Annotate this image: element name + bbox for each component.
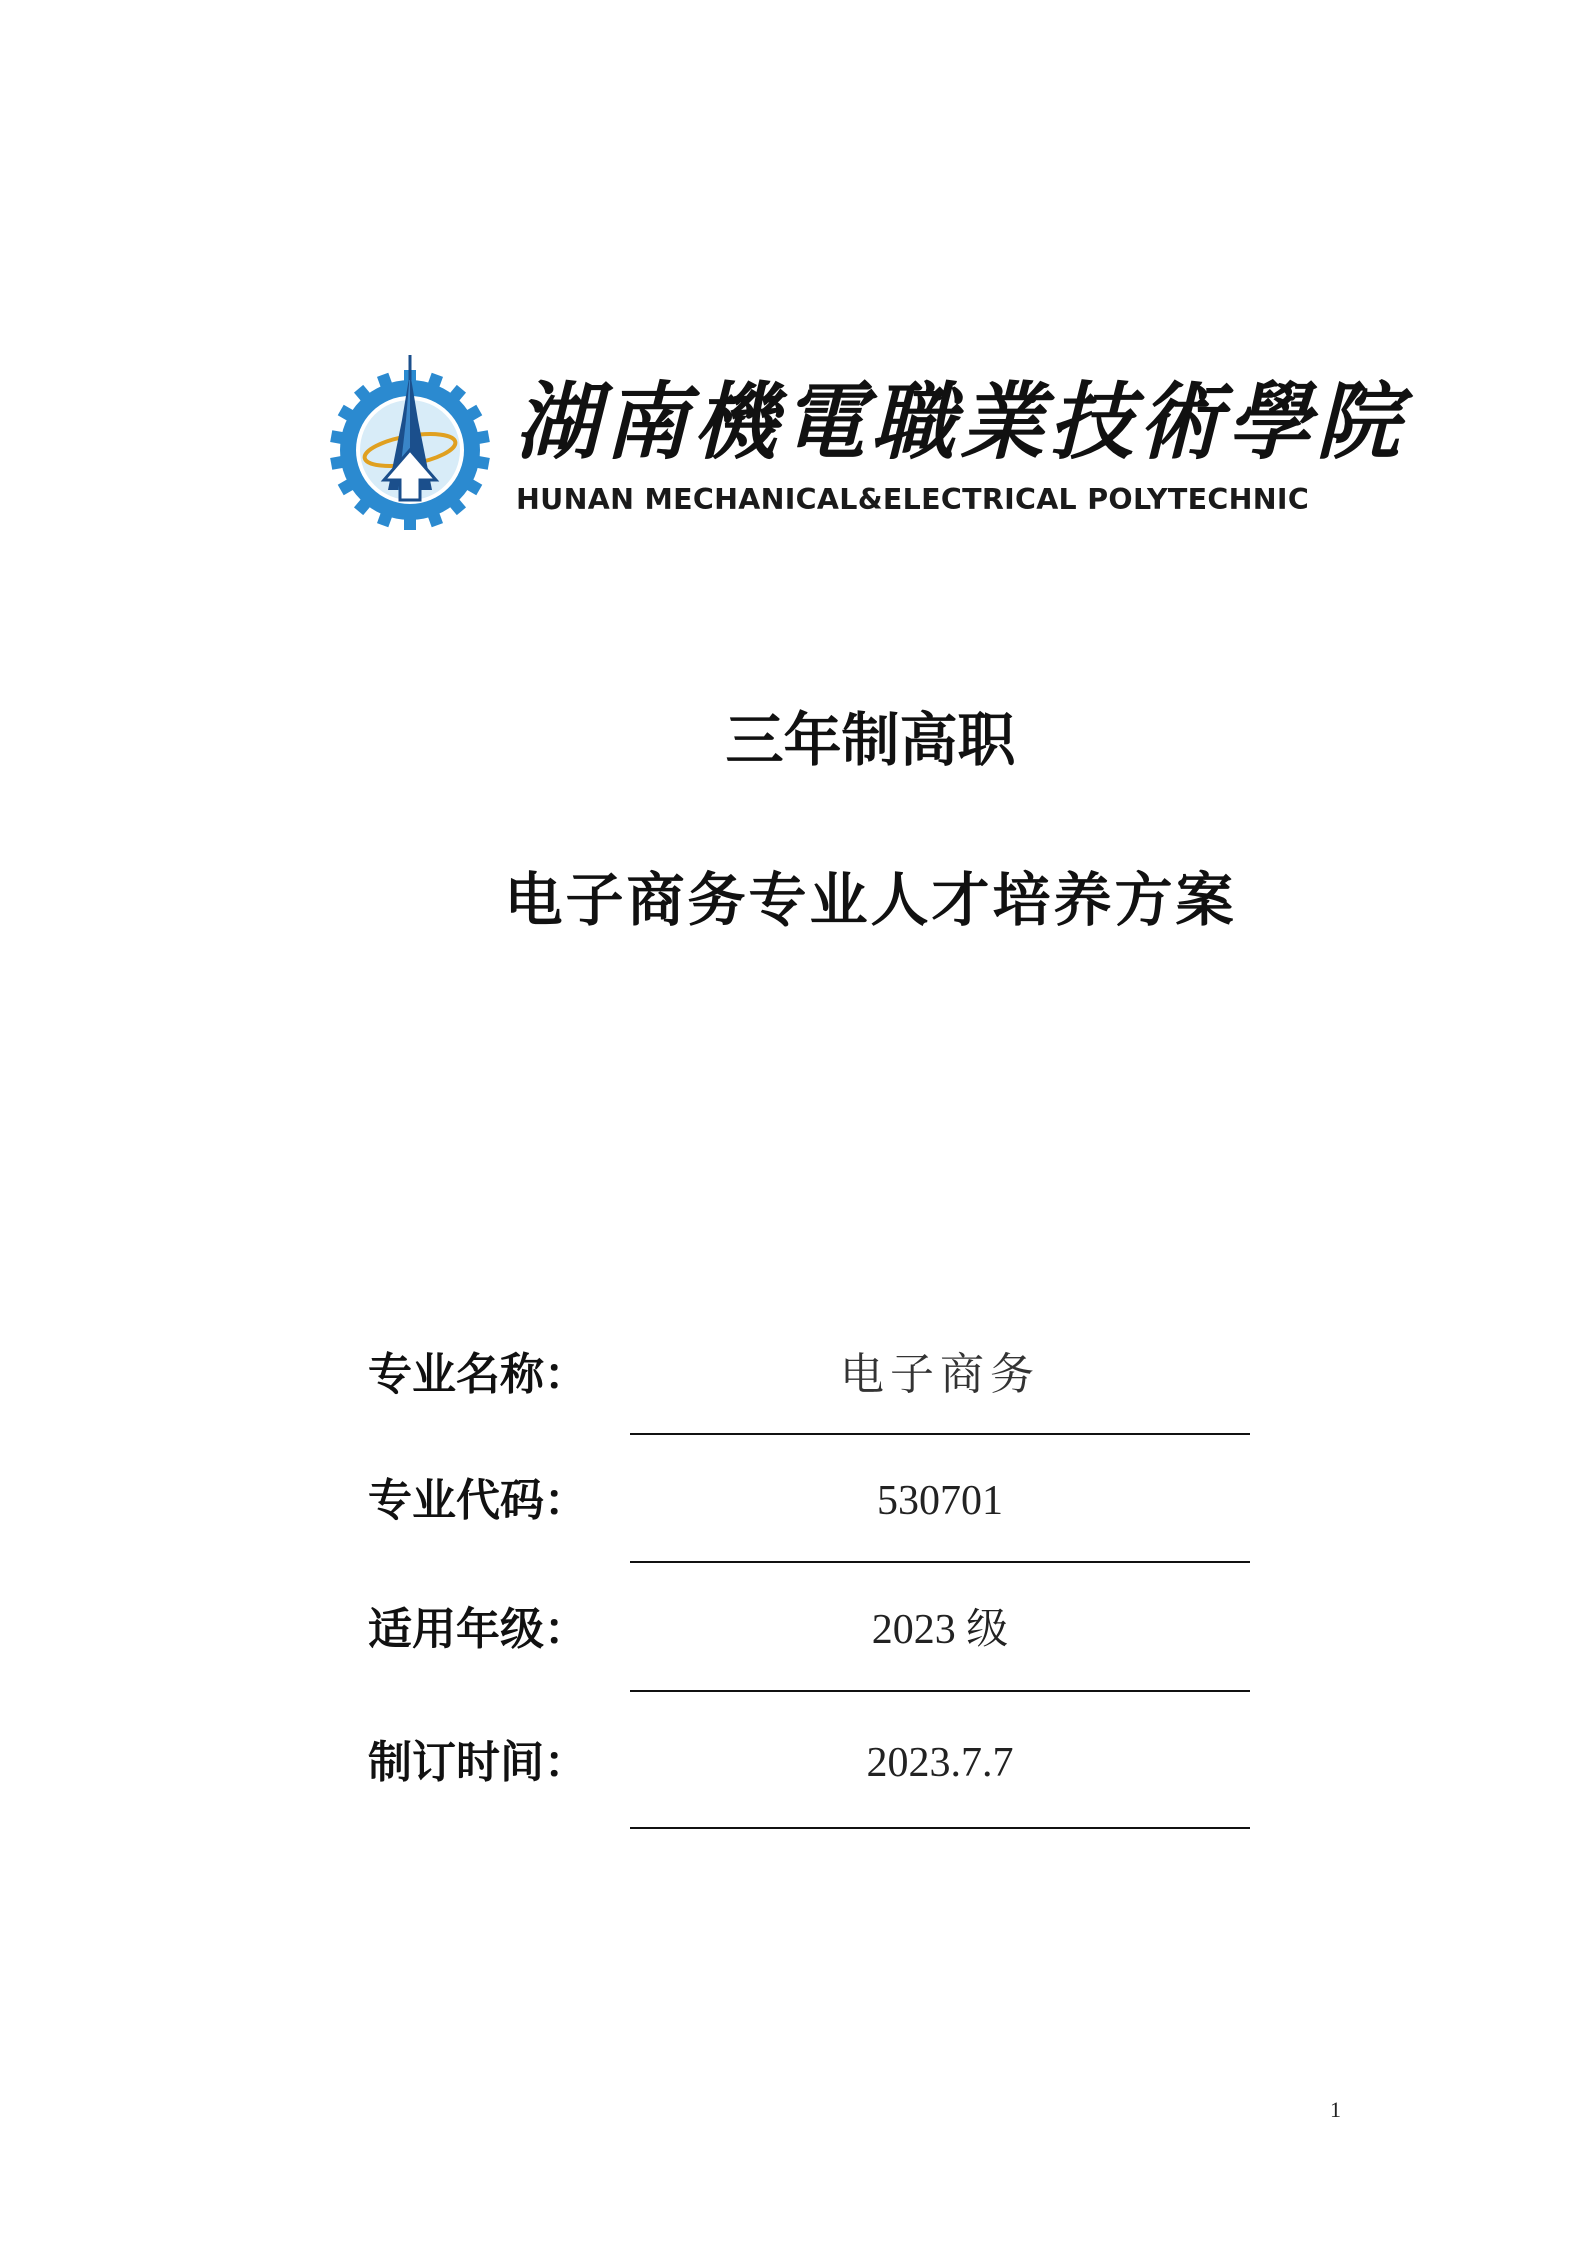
info-row-major-name: [368, 1340, 1248, 1430]
info-value: 530701: [877, 1478, 1003, 1524]
underline: [630, 1827, 1250, 1829]
info-row-major-code: [368, 1466, 1248, 1556]
page-number: 1: [1330, 2097, 1341, 2122]
info-row-applicable-grade: [368, 1595, 1248, 1685]
school-name-english: HUNAN MECHANICAL&ELECTRICAL POLYTECHNIC: [516, 483, 1310, 516]
info-row-revision-date: [368, 1728, 1248, 1818]
info-value: 2023 级: [871, 1607, 1009, 1653]
info-label: 适用年级：: [368, 1604, 588, 1655]
underline: [630, 1690, 1250, 1692]
info-value: 电子商务: [840, 1349, 1040, 1400]
document-title-line-1: 三年制高职: [725, 706, 1016, 774]
school-gear-emblem-icon: [330, 350, 490, 530]
info-label: 专业名称：: [368, 1349, 588, 1400]
info-value: 2023.7.7: [866, 1740, 1014, 1786]
info-label: 制订时间：: [368, 1737, 588, 1788]
underline: [630, 1433, 1250, 1435]
info-label: 专业代码：: [368, 1475, 588, 1526]
underline: [630, 1561, 1250, 1563]
school-logo: [330, 345, 1406, 535]
school-name-chinese: 湖南機電職業技術學院: [515, 372, 1406, 471]
document-title-line-2: 电子商务专业人才培养方案: [504, 866, 1237, 934]
